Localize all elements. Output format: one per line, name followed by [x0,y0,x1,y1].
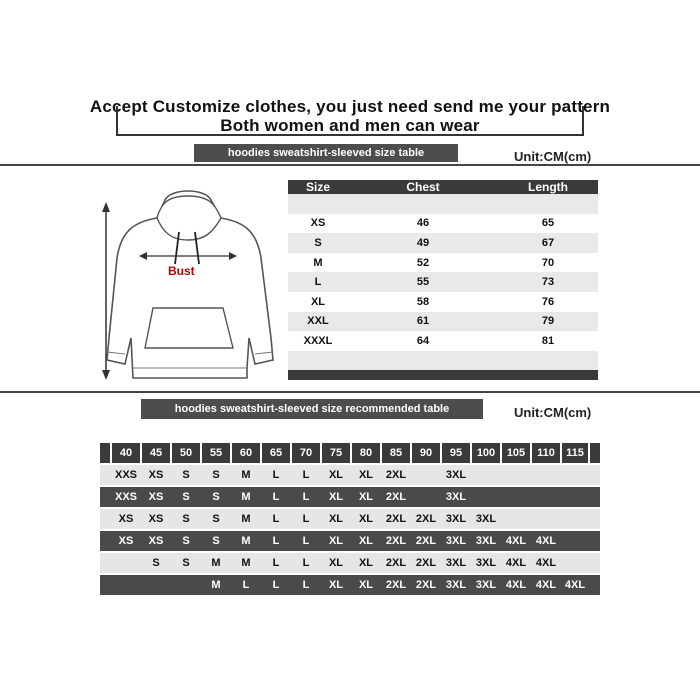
table-cell [532,509,562,529]
table-cell: XL [358,491,374,503]
unit-label-bottom: Unit:CM(cm) [514,405,592,420]
table-cell: 3XL [445,513,467,525]
cell-chest: 46 [416,217,430,230]
table-cell [172,575,202,595]
header-weight: 60 [232,443,262,463]
header-length: Length [528,180,568,194]
table-cell [412,487,442,507]
table-cell: 2XL [385,557,407,569]
table-cell: 2XL [385,469,407,481]
table-cell: 2XL [415,535,437,547]
cell-size: L [314,276,322,289]
table-cell: 3XL [475,557,497,569]
table-cell [100,575,112,595]
table-cell [100,509,112,529]
cell-chest: 55 [416,276,430,289]
table-cell: S [212,491,220,503]
table-cell: L [242,579,250,591]
table-cell: 3XL [475,579,497,591]
table-cell [532,465,562,485]
table-row [100,509,600,529]
cell-size: XXXL [303,334,333,347]
header-weight: 115 [562,443,590,463]
table-cell: L [302,469,310,481]
size-table-label: hoodies sweatshirt-sleeved size table [194,144,458,162]
table-cell [100,487,112,507]
table-cell [562,553,590,573]
table-cell: S [212,513,220,525]
cell-length: 76 [541,295,555,308]
table-cell: XS [148,491,164,503]
table-row [288,253,598,273]
header-size: Size [305,180,330,194]
header-weight: 110 [532,443,562,463]
table-cell [562,487,590,507]
table-cell: 2XL [385,513,407,525]
cell-size: XXL [307,315,329,328]
table-row [288,233,598,253]
table-row [100,553,600,573]
length-arrow-top [102,202,110,212]
table-cell: S [212,469,220,481]
size-table-body [288,194,598,370]
length-arrow-bottom [102,370,110,380]
table-cell [472,465,502,485]
table-cell: M [241,535,251,547]
table-cell: S [182,469,190,481]
table-cell: S [182,535,190,547]
table-cell: XL [328,535,344,547]
header-weight: 45 [142,443,172,463]
table-cell: 2XL [415,557,437,569]
banner-line-1: Accept Customize clothes, you just need send me your pattern [89,97,611,116]
table-cell: XL [328,491,344,503]
unit-label-top: Unit:CM(cm) [514,149,592,164]
table-cell [472,487,502,507]
table-cell: 4XL [564,579,586,591]
table-cell: 3XL [445,491,467,503]
table-cell [502,465,532,485]
cell-size: S [314,236,322,249]
cell-chest: 49 [416,236,430,249]
table-cell: L [302,513,310,525]
table-cell: S [182,491,190,503]
table-cell: M [241,513,251,525]
table-cell [100,553,112,573]
table-cell: XS [118,513,134,525]
table-cell [532,487,562,507]
table-cell: XL [328,557,344,569]
cell-length: 79 [541,315,555,328]
cell-chest: 61 [416,315,430,328]
table-cell [112,575,142,595]
table-row [288,194,598,214]
table-row [288,214,598,234]
header-weight: 75 [322,443,352,463]
table-cell: S [212,535,220,547]
table-row [100,575,600,595]
hoodie-illustration [95,188,280,384]
table-cell: M [241,491,251,503]
table-cell: L [272,513,280,525]
table-cell [562,465,590,485]
table-cell [142,575,172,595]
table-cell [502,487,532,507]
table-row [288,351,598,371]
table-row [100,487,600,507]
recommend-table-header [100,443,600,463]
table-cell: 2XL [385,579,407,591]
table-row [288,292,598,312]
table-cell: S [182,557,190,569]
table-cell: 2XL [415,513,437,525]
table-cell [562,531,590,551]
table-cell: 3XL [445,579,467,591]
table-cell: XS [148,535,164,547]
table-cell: XS [148,469,164,481]
banner-bracket [116,106,584,136]
table-cell [100,531,112,551]
table-cell: XL [358,469,374,481]
table-row [288,272,598,292]
table-cell [412,465,442,485]
table-cell: 4XL [535,535,557,547]
table-row [288,331,598,351]
cell-length: 73 [541,276,555,289]
header-weight: 40 [112,443,142,463]
table-cell: L [272,491,280,503]
header-weight: 90 [412,443,442,463]
table-cell: 4XL [535,557,557,569]
table-cell [562,509,590,529]
header-chest: Chest [406,180,440,194]
cell-chest: 64 [416,334,430,347]
table-cell: XXS [114,469,137,481]
header-weight: 80 [352,443,382,463]
table-cell: 3XL [445,535,467,547]
table-cell: 3XL [475,513,497,525]
table-cell: L [272,469,280,481]
cell-size: XS [310,217,326,230]
table-cell: M [241,557,251,569]
size-table [288,180,598,380]
header-weight: 55 [202,443,232,463]
header-weight: 100 [472,443,502,463]
cell-chest: 52 [416,256,430,269]
table-cell: XL [328,579,344,591]
table-cell: M [211,557,221,569]
table-cell: 3XL [475,535,497,547]
cell-length: 67 [541,236,555,249]
table-cell: M [241,469,251,481]
size-table-footer [288,370,598,380]
header-weight: 105 [502,443,532,463]
header-weight: 95 [442,443,472,463]
recommend-table [100,443,600,595]
cell-length: 70 [541,256,555,269]
bust-label: Bust [168,264,195,278]
table-cell: XL [328,513,344,525]
divider-top [0,164,700,166]
table-cell: 2XL [385,535,407,547]
table-cell: 4XL [505,535,527,547]
table-cell: L [302,535,310,547]
header-weight: 65 [262,443,292,463]
table-cell: 2XL [415,579,437,591]
header-weight: 70 [292,443,322,463]
table-cell: XL [358,579,374,591]
table-cell: XL [358,535,374,547]
table-cell: XL [328,469,344,481]
table-cell: XL [358,557,374,569]
table-cell: L [302,579,310,591]
table-row [100,465,600,485]
header-weight [100,443,112,463]
banner-line-2: Both women and men can wear [220,116,480,135]
table-cell: L [272,579,280,591]
table-cell: S [152,557,160,569]
table-cell [112,553,142,573]
cell-chest: 58 [416,295,430,308]
table-cell: 3XL [445,469,467,481]
table-cell: 4XL [505,579,527,591]
hoodie-pocket [145,308,233,348]
table-cell: L [302,557,310,569]
cell-size: XL [310,295,326,308]
divider-middle [0,391,700,393]
table-cell [502,509,532,529]
table-cell: 3XL [445,557,467,569]
cell-size: M [313,256,323,269]
table-cell: XS [118,535,134,547]
table-cell: L [302,491,310,503]
size-table-header [288,180,598,194]
table-cell: L [272,557,280,569]
cell-length: 81 [541,334,555,347]
table-cell: XS [148,513,164,525]
table-cell [100,465,112,485]
table-cell: XXS [114,491,137,503]
recommend-table-label: hoodies sweatshirt-sleeved size recommended table [141,399,483,419]
table-cell: M [211,579,221,591]
table-cell: 2XL [385,491,407,503]
cell-length: 65 [541,217,555,230]
table-row [288,312,598,332]
header-weight: 50 [172,443,202,463]
table-cell: L [272,535,280,547]
table-row [100,531,600,551]
header-weight: 85 [382,443,412,463]
table-cell: XL [358,513,374,525]
table-cell: 4XL [535,579,557,591]
table-cell: S [182,513,190,525]
table-cell: 4XL [505,557,527,569]
